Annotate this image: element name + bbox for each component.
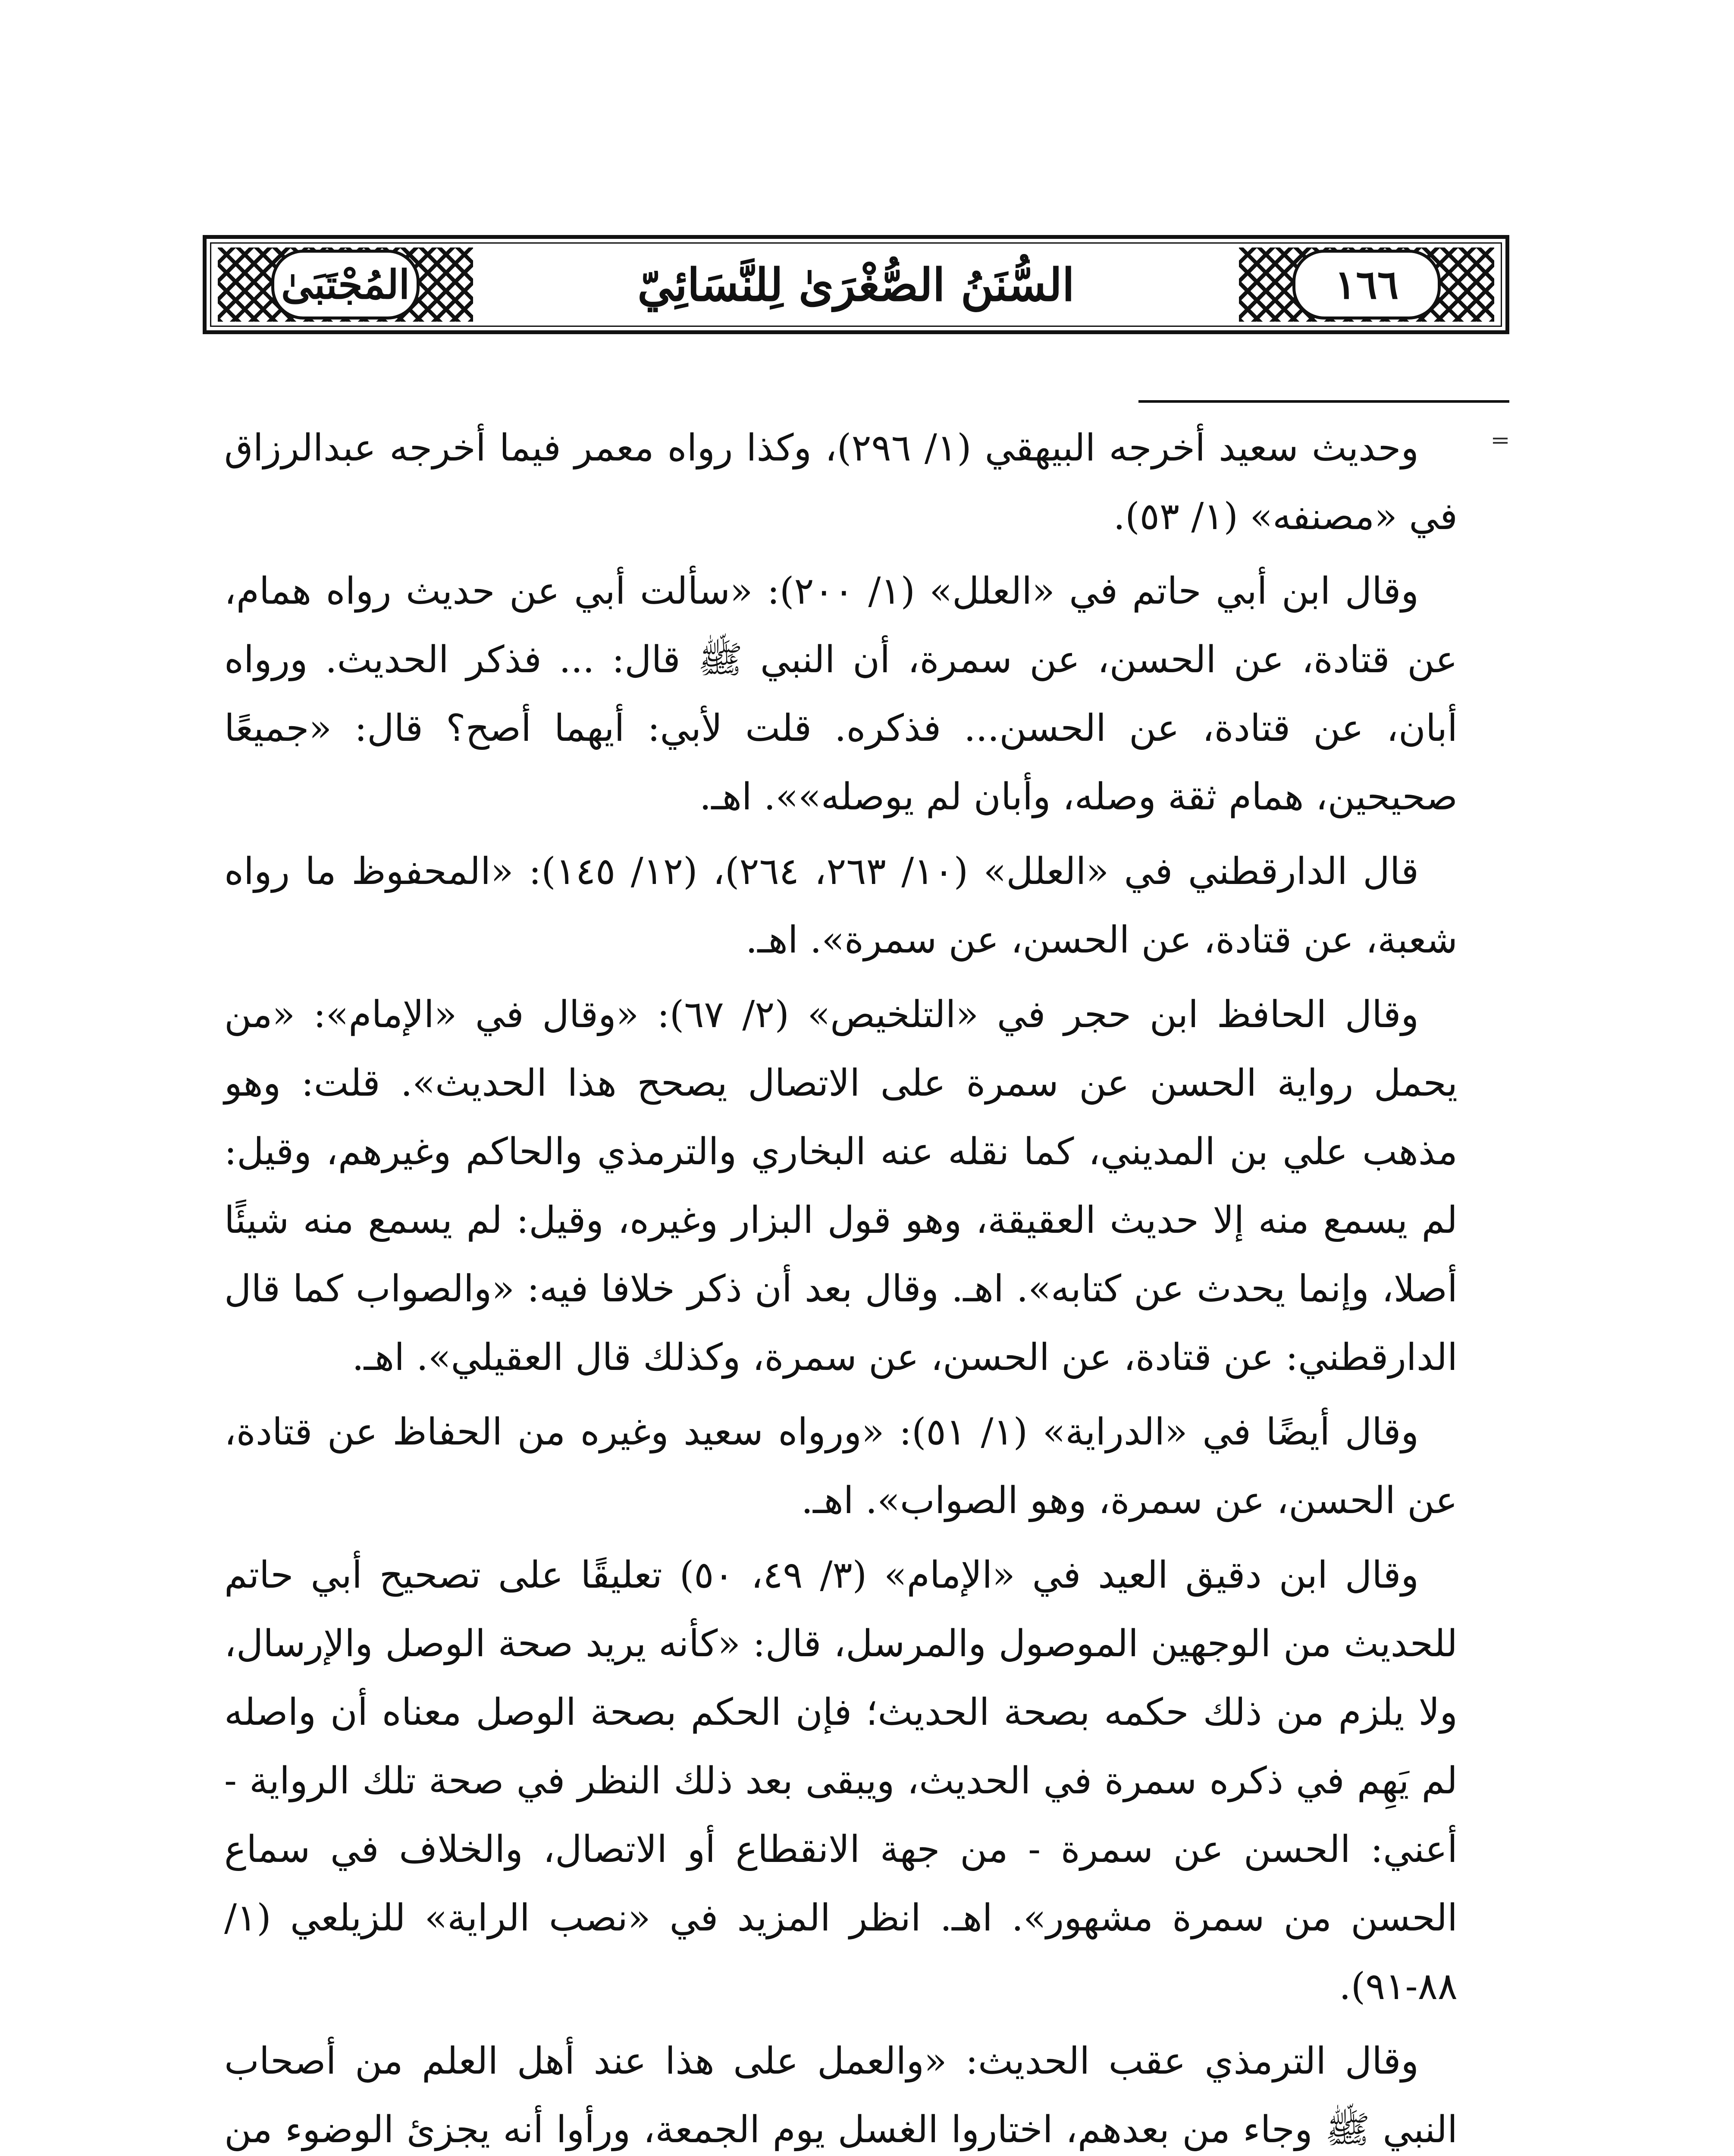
right-ornament (1237, 246, 1496, 323)
paragraph: وقال أيضًا في «الدراية» (١/ ٥١): «ورواه سعيد وغيره من الحفاظ عن قتادة، عن الحسن، عن سمرة، وهو الصواب». اهـ. (224, 1410, 1458, 1522)
page-title: السُّنَنُ الصُّغْرَىٰ لِلنَّسَائِيّ (637, 258, 1075, 311)
paragraph: وقال ابن دقيق العيد في «الإمام» (٣/ ٤٩، ٥٠) تعليقًا على تصحيح أبي حاتم للحديث من الوجهين الموصول والمرسل، قال: «كأنه يريد صحة الوصل والإرسال، ولا يلزم من ذلك حكمه بصحة الحديث؛ فإن الحكم بصحة الوصل معناه أن واصله لم يَهِم في ذكره سمرة في الحديث، ويبقى بعد ذلك النظر في صحة تلك الرواية - أعني: الحسن عن سمرة - من جهة الانقطاع أو الاتصال، والخلاف في سماع الحسن من سمرة مشهور». اهـ. انظر المزيد في «نصب الراية» للزيلعي (١/ ٨٨-٩١). (224, 1554, 1458, 2008)
paragraph: قال الدارقطني في «العلل» (١٠/ ٢٦٣، ٢٦٤)، (١٢/ ١٤٥): «المحفوظ ما رواه شعبة، عن قتادة، عن الحسن، عن سمرة». اهـ. (224, 850, 1458, 962)
paragraph: وقال الحافظ ابن حجر في «التلخيص» (٢/ ٦٧): «وقال في «الإمام»: «من يحمل رواية الحسن عن سمرة على الاتصال يصحح هذا الحديث». قلت: وهو مذهب علي بن المديني، كما نقله عنه البخاري والترمذي والحاكم وغيرهم، وقيل: لم يسمع منه إلا حديث العقيقة، وهو قول البزار وغيره، وقيل: لم يسمع منه شيئًا أصلا، وإنما يحدث عن كتابه». اهـ. وقال بعد أن ذكر خلافا فيه: «والصواب كما قال الدارقطني: عن قتادة، عن الحسن، عن سمرة، وكذلك قال العقيلي». اهـ. (224, 993, 1458, 1379)
page-number: ١٦٦ (1292, 250, 1441, 320)
footnote-separator (1138, 400, 1509, 403)
paragraph: وقال ابن أبي حاتم في «العلل» (١/ ٢٠٠): «سألت أبي عن حديث رواه همام، عن قتادة، عن الحسن، عن سمرة، أن النبي ﷺ قال: ... فذكر الحديث. ورواه أبان، عن قتادة، عن الحسن... فذكره. قلت لأبي: أيهما أصح؟ قال: «جميعًا صحيحين، همام ثقة وصله، وأبان لم يوصله»». اهـ. (224, 570, 1458, 818)
paragraph: وقال الترمذي عقب الحديث: «والعمل على هذا عند أهل العلم من أصحاب النبي ﷺ وجاء من بعدهم، اختاروا الغسل يوم الجمعة، ورأوا أنه يجزئ الوضوء من (224, 2040, 1458, 2151)
book-subtitle-medallion: المُجْتَبَىٰ (271, 250, 420, 320)
margin-mark (1493, 438, 1508, 444)
left-ornament (216, 246, 475, 323)
footnote-body (224, 414, 1458, 2156)
paragraph: وحديث سعيد أخرجه البيهقي (١/ ٢٩٦)، وكذا رواه معمر فيما أخرجه عبدالرزاق في «مصنفه» (١/ ٥٣). (224, 426, 1458, 538)
page-header (203, 235, 1509, 334)
